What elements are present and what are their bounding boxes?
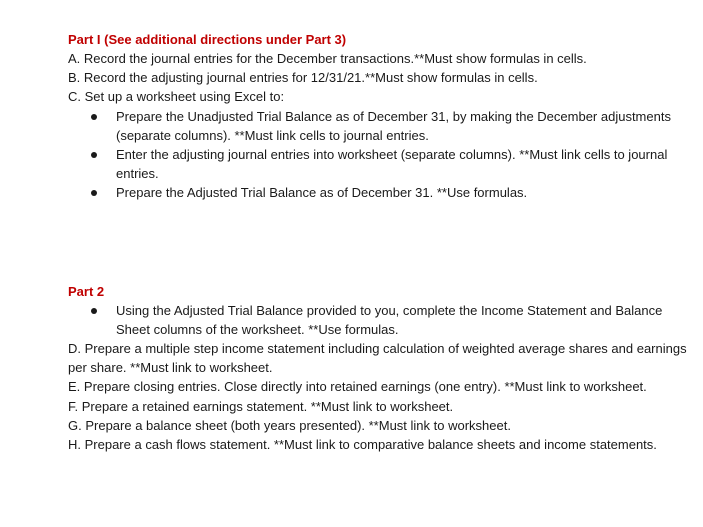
bullet-icon xyxy=(91,114,97,120)
part1-item-b: B. Record the adjusting journal entries for 12/31/21.**Must show formulas in cells. xyxy=(68,70,538,86)
bullet-text: Using the Adjusted Trial Balance provided to you, complete the Income Statement and Balance Sheet columns of the worksheet. **Use formulas. xyxy=(116,302,663,337)
part1-bullet-list xyxy=(68,107,693,203)
list-item xyxy=(68,145,693,183)
part2-item-e: E. Prepare closing entries. Close directly into retained earnings (one entry). **Must link to worksheet. xyxy=(68,379,647,395)
part2-item-h: H. Prepare a cash flows statement. **Must link to comparative balance sheets and income statements. xyxy=(68,437,657,453)
part1-item-a: A. Record the journal entries for the December transactions.**Must show formulas in cells. xyxy=(68,51,587,66)
part2-item-d: D. Prepare a multiple step income statement including calculation of weighted average shares and earnings per share. **Must link to worksheet. xyxy=(68,341,687,376)
bullet-text: Prepare the Unadjusted Trial Balance as of December 31, by making the December adjustments (separate columns). **Must link cells to journal entries. xyxy=(116,108,671,143)
bullet-icon xyxy=(91,308,97,314)
instructions-document xyxy=(68,30,693,454)
part2-heading: Part 2 xyxy=(68,283,105,299)
part2-item-g: G. Prepare a balance sheet (both years presented). **Must link to worksheet. xyxy=(68,417,511,433)
list-item xyxy=(68,107,693,145)
part2-section xyxy=(68,282,693,455)
part2-bullet-list xyxy=(68,301,693,339)
list-item xyxy=(68,301,693,339)
bullet-icon xyxy=(91,152,97,158)
part2-item-f: F. Prepare a retained earnings statement. **Must link to worksheet. xyxy=(68,398,454,414)
part1-item-c: C. Set up a worksheet using Excel to: xyxy=(68,89,285,105)
bullet-text: Prepare the Adjusted Trial Balance as of December 31. **Use formulas. xyxy=(116,185,528,201)
list-item xyxy=(68,183,693,202)
bullet-text: Enter the adjusting journal entries into worksheet (separate columns). **Must link cells to journal entries. xyxy=(116,147,668,182)
bullet-icon xyxy=(91,190,97,196)
part1-heading: Part I (See additional directions under Part 3) xyxy=(68,32,347,47)
